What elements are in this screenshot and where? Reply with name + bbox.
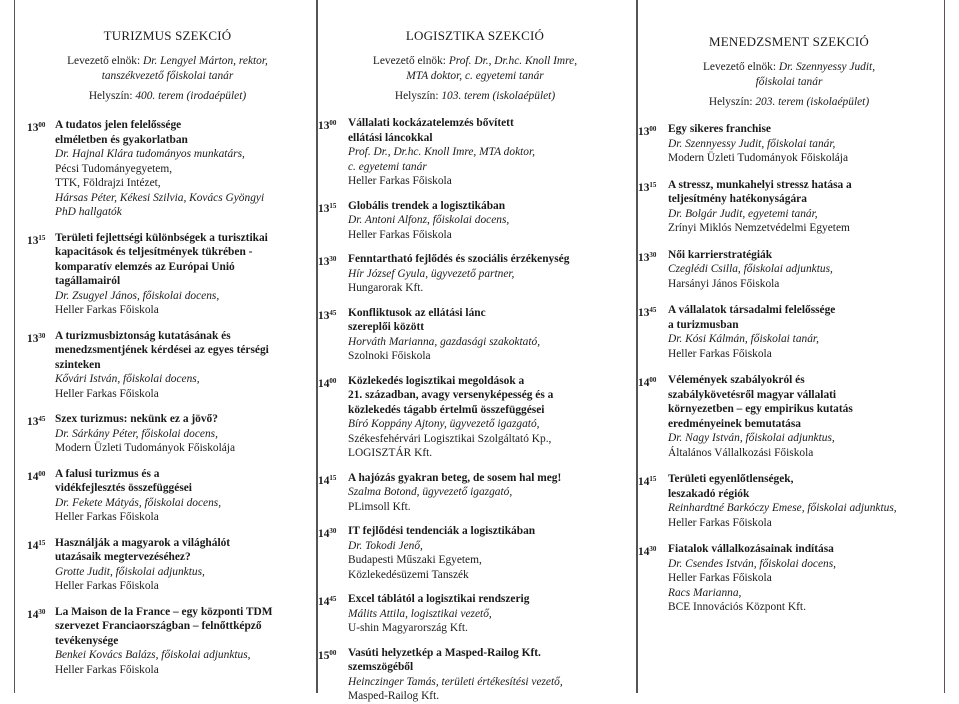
talk-time [638, 472, 656, 490]
talk-speaker-line: Szalma Botond, ügyvezető igazgató, [348, 486, 513, 498]
talk-item [27, 467, 304, 525]
talk-time [27, 329, 45, 347]
talk-title-line: vidékfejlesztés összefüggései [55, 482, 192, 494]
talk-time-hour: 13 [638, 307, 650, 319]
venue-label: Helyszín: [708, 96, 753, 108]
talk-institution-line: Heller Farkas Főiskola [668, 516, 772, 529]
talk-item [318, 471, 626, 515]
talk-time-minute: 30 [329, 527, 337, 535]
talk-time-minute: 15 [649, 180, 657, 189]
talk-time [318, 524, 336, 542]
talk-title-line: utazásaik megtervezéséhez? [55, 551, 191, 563]
talk-item [318, 592, 626, 636]
talk-institution-line: Modern Üzleti Tudományok Főiskolája [55, 442, 236, 454]
talk-title-line: eredményeinek bemutatása [668, 417, 801, 430]
talk-time-minute: 00 [649, 125, 657, 133]
talk-title-line: ellátási láncokkal [348, 131, 433, 144]
talk-institution-line: Heller Farkas Főiskola [55, 511, 159, 523]
talk-title-line: Vasúti helyzetkép a Masped-Railog Kft. [348, 646, 541, 659]
talk-title-line: komparatív elemzés az Európai Unió [55, 260, 235, 273]
talk-time-hour: 13 [318, 309, 330, 322]
talk-time [638, 373, 656, 391]
talk-item [27, 412, 304, 456]
talk-title-line: Globális trendek a logisztikában [348, 199, 506, 212]
talk-item [27, 329, 304, 402]
section-title: TURIZMUS SZEKCIÓ [103, 28, 232, 43]
talk-institution-line: Modern Üzleti Tudományok Főiskolája [668, 152, 849, 164]
talk-institution-line: PLimsoll Kft. [348, 500, 411, 513]
talk-time-hour: 15 [318, 649, 330, 662]
talk-institution-line: Heller Farkas Főiskola [55, 663, 159, 676]
talk-time-hour: 13 [638, 126, 650, 138]
talk-time-minute: 00 [649, 376, 657, 384]
talk-title-line: Fenntartható fejlődés és szociális érzékenység [348, 253, 570, 265]
talk-institution-line: TTK, Földrajzi Intézet, [55, 177, 161, 189]
section-chair [644, 60, 934, 90]
talk-time-hour: 13 [638, 181, 650, 194]
talk-time-hour: 13 [638, 251, 650, 264]
talk-time-minute: 45 [38, 415, 46, 423]
talk-time [318, 252, 336, 270]
talk-time-hour: 13 [318, 120, 330, 132]
talk-time-hour: 13 [27, 122, 39, 134]
talk-institution-line: Heller Farkas Főiskola [668, 347, 772, 360]
talk-item [318, 306, 626, 364]
talk-time-hour: 13 [27, 234, 39, 247]
talk-title-line: Területi egyenlőtlenségek, [668, 473, 794, 485]
talk-time [27, 118, 45, 136]
talk-title-line: szemszögéből [348, 661, 414, 673]
talk-institution-line: Közlekedésüzemi Tanszék [348, 568, 469, 581]
talk-item [638, 472, 934, 530]
talk-time-minute: 45 [329, 308, 337, 317]
talk-time [27, 412, 45, 430]
column-menedzsment [637, 0, 945, 693]
talk-speaker-line: Bíró Koppány Ajtony, ügyvezető igazgató, [348, 418, 540, 430]
talk-time [318, 306, 336, 324]
talk-title-line: Fiatalok vállalkozásainak indítása [668, 543, 834, 555]
talk-time [318, 471, 336, 489]
talk-speaker-line: c. egyetemi tanár [348, 160, 427, 173]
talk-title-line: elméletben és gyakorlatban [55, 133, 188, 146]
talk-institution-line: LOGISZTÁR Kft. [348, 447, 433, 459]
talk-time-minute: 30 [649, 545, 657, 553]
chair-label: Levezető elnök: [372, 55, 446, 67]
talk-extra-line: Racs Marianna, [668, 586, 742, 599]
talk-title-line: szereplői között [348, 321, 425, 333]
talk-speaker-line: Horváth Marianna, gazdasági szakoktató, [348, 335, 541, 348]
talk-time [27, 467, 45, 485]
talk-item [638, 373, 934, 460]
talk-time-minute: 00 [38, 121, 46, 129]
venue-label: Helyszín: [88, 90, 133, 102]
talk-item [318, 646, 626, 704]
talk-time [638, 303, 656, 321]
talk-speaker-line: Benkei Kovács Balázs, főiskolai adjunktus, [55, 649, 251, 661]
talk-speaker-line: Kővári István, főiskolai docens, [55, 373, 200, 385]
section-venue [31, 89, 304, 104]
talk-title-line: Konfliktusok az ellátási lánc [348, 306, 486, 319]
talk-extra-line: Hársas Péter, Kékesi Szilvia, Kovács Gyöngyi [55, 191, 265, 204]
talk-speaker-line: Málits Attila, logisztikai vezető, [348, 607, 492, 620]
talk-item [27, 605, 304, 678]
chair-name-line: főiskolai tanár [755, 76, 823, 88]
talk-list [318, 116, 626, 704]
talk-title-line: A falusi turizmus és a [55, 467, 160, 480]
talk-title-line: Vállalati kockázatelemzés bővített [348, 117, 514, 129]
talk-list [27, 118, 304, 677]
talk-time [27, 536, 45, 554]
talk-time-minute: 15 [38, 538, 46, 547]
talk-time-hour: 14 [638, 546, 650, 558]
talk-institution-line: Hungarorak Kft. [348, 282, 424, 294]
talk-item [638, 178, 934, 236]
talk-time-hour: 13 [27, 416, 39, 428]
talk-title-line: szabálykövetésről magyar vállalati [668, 388, 837, 401]
talk-time-minute: 45 [329, 595, 337, 603]
talk-speaker-line: Hír József Gyula, ügyvezető partner, [348, 267, 515, 280]
talk-time [318, 646, 336, 664]
talk-time [27, 605, 45, 623]
talk-title-line: szervezet Franciaországban – felnőttképző [55, 620, 262, 632]
talk-institution-line: Heller Farkas Főiskola [55, 580, 159, 592]
talk-time-minute: 15 [329, 201, 337, 210]
talk-title-line: Egy sikeres franchise [668, 123, 771, 135]
talk-title-line: leszakadó régiók [668, 487, 750, 500]
talk-title-line: Szex turizmus: nekünk ez a jövő? [55, 413, 218, 425]
talk-time-hour: 13 [27, 332, 39, 345]
talk-time-hour: 14 [318, 474, 330, 487]
talk-institution-line: Általános Vállalkozási Főiskola [668, 446, 814, 459]
talk-title-line: Vélemények szabályokról és [668, 374, 805, 386]
talk-title-line: Területi fejlettségi különbségek a turisztikai [55, 231, 268, 244]
talk-item [318, 199, 626, 243]
talk-title-line: Használják a magyarok a világhálót [55, 536, 231, 549]
talk-institution-line: Heller Farkas Főiskola [348, 228, 452, 241]
talk-speaker-line: Heinczinger Tamás, területi értékesítési vezető, [348, 675, 563, 688]
chair-label: Levezető elnök: [67, 55, 141, 67]
talk-time-minute: 00 [329, 376, 337, 385]
talk-speaker-line: Dr. Hajnal Klára tudományos munkatárs, [55, 148, 245, 160]
talk-title-line: a turizmusban [668, 318, 739, 331]
talk-speaker-line: Prof. Dr., Dr.hc. Knoll Imre, MTA doktor, [348, 146, 535, 158]
talk-item [318, 374, 626, 461]
talk-institution-line: Heller Farkas Főiskola [668, 572, 772, 584]
talk-title-line: A hajózás gyakran beteg, de sosem hal meg! [348, 471, 562, 484]
section-chair [324, 54, 626, 84]
talk-item [318, 524, 626, 582]
talk-title-line: A tudatos jelen felelőssége [55, 119, 182, 131]
talk-list [638, 122, 934, 615]
talk-time-hour: 14 [638, 476, 650, 488]
talk-speaker-line: Dr. Bolgár Judit, egyetemi tanár, [668, 207, 818, 220]
section-title: LOGISZTIKA SZEKCIÓ [405, 28, 545, 43]
talk-item [638, 248, 934, 292]
talk-institution-line: U-shin Magyarország Kft. [348, 622, 468, 634]
talk-speaker-line: Dr. Zsugyel János, főiskolai docens, [55, 289, 220, 302]
talk-time [318, 116, 336, 134]
talk-time-minute: 15 [38, 233, 46, 242]
talk-title-line: kapacitások és teljesítmények tükrében - [55, 246, 253, 258]
talk-title-line: Közlekedés logisztikai megoldások a [348, 374, 525, 387]
talk-time-minute: 30 [38, 607, 46, 616]
venue-value: 203. terem (iskolaépület) [755, 96, 870, 108]
talk-institution-line: Zrínyi Miklós Nemzetvédelmi Egyetem [668, 222, 850, 234]
chair-name-line: Dr. Lengyel Márton, rektor, [143, 55, 268, 67]
chair-name-line: Dr. Szennyessy Judit, [778, 61, 876, 73]
talk-time [638, 122, 656, 140]
talk-title-line: Női karrierstratégiák [668, 248, 773, 261]
talk-title-line: tevékenysége [55, 634, 119, 647]
talk-speaker-line: Dr. Sárkány Péter, főiskolai docens, [55, 427, 218, 440]
talk-institution-line: Masped-Railog Kft. [348, 690, 440, 702]
section-title: MENEDZSMENT SZEKCIÓ [709, 34, 869, 49]
talk-extra-line: PhD hallgatók [55, 206, 122, 218]
talk-time-hour: 14 [27, 470, 39, 483]
talk-title-line: menedzsmentjének kérdései az egyes térségi [55, 344, 269, 356]
talk-title-line: teljesítmény hatékonyságára [668, 193, 807, 205]
talk-time-minute: 00 [329, 119, 337, 127]
talk-time-minute: 15 [649, 475, 657, 483]
talk-speaker-line: Dr. Antoni Alfonz, főiskolai docens, [348, 214, 510, 226]
talk-time-hour: 13 [318, 256, 330, 268]
talk-item [318, 116, 626, 189]
talk-speaker-line: Dr. Kósi Kálmán, főiskolai tanár, [668, 333, 819, 345]
talk-time-hour: 14 [318, 528, 330, 540]
column-turizmus [14, 0, 317, 693]
talk-time-hour: 14 [27, 539, 39, 552]
chair-name-line: Prof. Dr., Dr.hc. Knoll Imre, [448, 55, 578, 67]
talk-institution-line: Pécsi Tudományegyetem, [55, 162, 173, 175]
talk-time-minute: 30 [649, 250, 657, 259]
talk-title-line: A stressz, munkahelyi stressz hatása a [668, 178, 852, 191]
talk-institution-line: Heller Farkas Főiskola [55, 304, 159, 316]
talk-time [27, 231, 45, 249]
talk-speaker-line: Dr. Nagy István, főiskolai adjunktus, [668, 432, 835, 444]
talk-time-hour: 14 [318, 377, 330, 390]
talk-item [27, 536, 304, 594]
talk-item [27, 231, 304, 318]
talk-institution-line: Harsányi János Főiskola [668, 277, 780, 290]
talk-institution-line: Heller Farkas Főiskola [348, 175, 452, 187]
talk-time [638, 178, 656, 196]
talk-time-hour: 14 [27, 608, 39, 621]
talk-speaker-line: Dr. Szennyessy Judit, főiskolai tanár, [668, 137, 836, 150]
talk-speaker-line: Dr. Csendes István, főiskolai docens, [668, 557, 836, 570]
talk-title-line: A vállalatok társadalmi felelőssége [668, 304, 836, 316]
talk-time-minute: 30 [38, 331, 46, 340]
talk-institution-line: Budapesti Műszaki Egyetem, [348, 554, 482, 566]
talk-item [318, 252, 626, 296]
section-venue [644, 95, 934, 110]
talk-title-line: A turizmusbiztonság kutatásának és [55, 329, 231, 342]
talk-speaker-line: Grotte Judit, főiskolai adjunktus, [55, 565, 205, 578]
talk-time [318, 374, 336, 392]
talk-item [638, 122, 934, 166]
talk-time-minute: 00 [329, 648, 337, 657]
talk-time-minute: 30 [329, 255, 337, 263]
venue-value: 400. terem (irodaépület) [135, 90, 247, 102]
talk-title-line: IT fejlődési tendenciák a logisztikában [348, 525, 536, 537]
talk-time [638, 248, 656, 266]
talk-institution-line: Heller Farkas Főiskola [55, 387, 159, 400]
talk-speaker-line: Czeglédi Csilla, főiskolai adjunktus, [668, 263, 833, 275]
chair-name-line: tanszékvezető főiskolai tanár [101, 70, 234, 82]
section-venue [324, 89, 626, 104]
column-logisztika [317, 0, 637, 702]
section-chair [31, 54, 304, 84]
talk-time-minute: 15 [329, 473, 337, 482]
talk-time-minute: 45 [649, 306, 657, 314]
talk-title-line: szinteken [55, 358, 101, 371]
talk-time [318, 199, 336, 217]
talk-title-line: környezetben – egy empirikus kutatás [668, 403, 853, 415]
talk-title-line: Excel táblától a logisztikai rendszerig [348, 593, 530, 605]
talk-title-line: tagállamairól [55, 275, 121, 287]
talk-item [27, 118, 304, 220]
venue-label: Helyszín: [394, 90, 439, 102]
chair-label: Levezető elnök: [702, 61, 777, 73]
talk-time-hour: 14 [318, 596, 330, 608]
talk-time-hour: 14 [638, 377, 650, 389]
talk-item [638, 303, 934, 361]
talk-time-hour: 13 [318, 202, 330, 215]
talk-title-line: 21. században, avagy versenyképesség és a [348, 389, 554, 401]
talk-speaker-line: Dr. Fekete Mátyás, főiskolai docens, [55, 496, 222, 509]
chair-name-line: MTA doktor, c. egyetemi tanár [406, 70, 544, 82]
talk-title-line: La Maison de la France – egy központi TDM [55, 605, 273, 618]
talk-time-minute: 00 [38, 469, 46, 478]
talk-time [318, 592, 336, 610]
talk-title-line: közlekedés tágabb értelmű összefüggései [348, 403, 545, 416]
talk-institution-line: Székesfehérvári Logisztikai Szolgáltató Kp., [348, 432, 552, 445]
talk-item [638, 542, 934, 615]
venue-value: 103. terem (iskolaépület) [441, 90, 556, 102]
talk-institution-line: BCE Innovációs Központ Kft. [668, 601, 806, 613]
talk-speaker-line: Reinhardtné Barkóczy Emese, főiskolai adjunktus, [668, 502, 897, 514]
talk-time [638, 542, 656, 560]
talk-institution-line: Szolnoki Főiskola [348, 350, 431, 362]
talk-speaker-line: Dr. Tokodi Jenő, [348, 539, 423, 552]
